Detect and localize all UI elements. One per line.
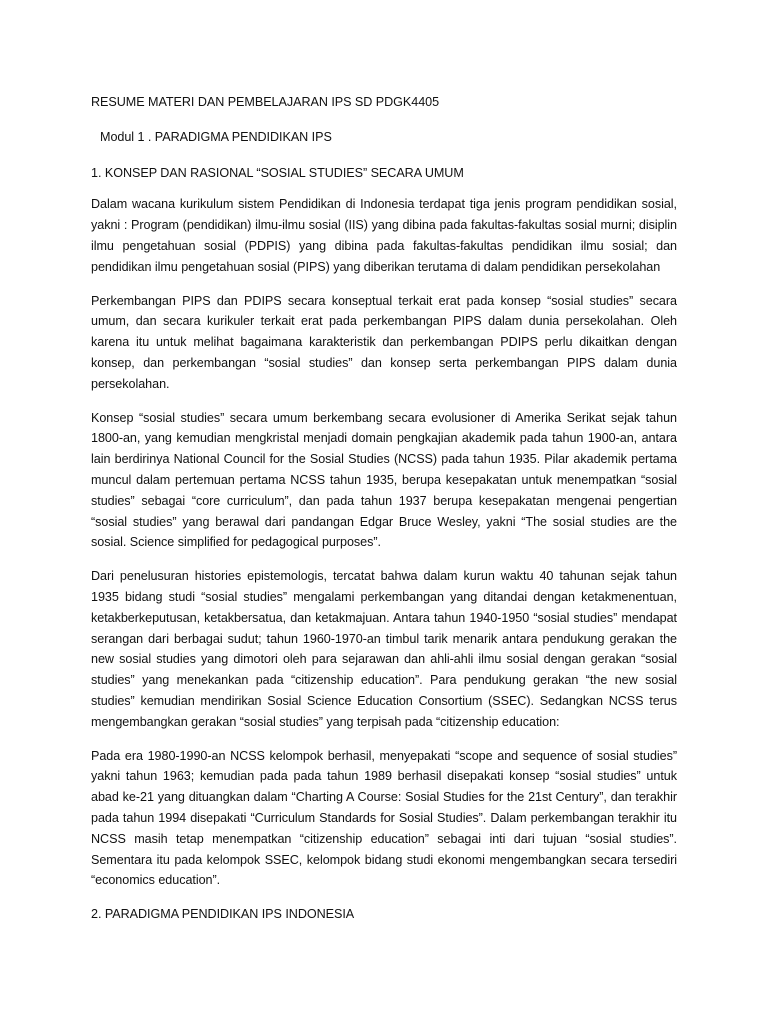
paragraph-penelusuran-histories: Dari penelusuran histories epistemologis, tercatat bahwa dalam kurun waktu 40 tahunan sejak tahun 1935 bidang studi “sosial studies” mengalami perkembangan yang ditandai dengan ketakmenentuan, ketakberkeputusan, ketakbersatua, dan ketakmajuan. Antara tahun 1940-1950 “sosial studies” mendapat serangan dari berbagai sudut; tahun 1960-1970-an timbul tarik menarik antara pendukung gerakan the new sosial studies yang dimotori oleh para sejarawan dan ahli-ahli ilmu sosial dengan gerakan “sosial studies” yang menekankan pada “citizenship education”. Para pendukung gerakan “the new sosial studies” kemudian mendirikan Sosial Science Education Consortium (SSEC). Sedangkan NCSS terus mengembangkan gerakan “sosial studies” yang terpisah pada “citizenship education: [91, 569, 677, 729]
section-heading-konsep-rasional: 1. KONSEP DAN RASIONAL “SOSIAL STUDIES” SECARA UMUM [91, 165, 464, 180]
document-content [91, 92, 677, 936]
paragraph-era-1980-1990: Pada era 1980-1990-an NCSS kelompok berhasil, menyepakati “scope and sequence of sosial studies” yakni tahun 1963; kemudian pada pada tahun 1989 berhasil disepakati konsep “sosial studies” untuk abad ke-21 yang dituangkan dalam “Charting A Course: Sosial Studies for the 21st Century”, dan terakhir pada tahun 1994 disepakati “Curriculum Standards for Sosial Studies”. Dalam perkembangan terakhir itu NCSS masih tetap menempatkan “citizenship education” sebagai inti dari tujuan “sosial studies”. Sementara itu pada kelompok SSEC, kelompok bidang studi ekonomi mengembangkan secara tersediri “economics education”. [91, 748, 677, 888]
module-title: Modul 1 . PARADIGMA PENDIDIKAN IPS [100, 129, 332, 144]
document-title: RESUME MATERI DAN PEMBELAJARAN IPS SD PDGK4405 [91, 95, 440, 109]
paragraph-perkembangan-pips: Perkembangan PIPS dan PDIPS secara konseptual terkait erat pada konsep “sosial studies” secara umum, dan secara kurikuler terkait erat pada perkembangan PIPS dalam dunia persekolahan. Oleh karena itu untuk melihat bagaimana karakteristik dan perkembangan PDIPS perlu dikaitkan dengan konsep, dan perkembangan “sosial studies” dan konsep serta perkembangan PIPS dalam dunia persekolahan. [91, 293, 677, 391]
paragraph-konsep-sosial-studies: Konsep “sosial studies” secara umum berkembang secara evolusioner di Amerika Serikat sejak tahun 1800-an, yang kemudian mengkristal menjadi domain pengkajian akademik pada tahun 1900-an, antara lain berdirinya National Council for the Sosial Studies (NCSS) pada tahun 1935. Pilar akademik pertama muncul dalam pertemuan pertama NCSS tahun 1935, berupa kesepakatan untuk menempatkan “sosial studies” sebagai “core curriculum”, dan pada tahun 1937 berupa kesepakatan mengenai pengertian “sosial studies” yang berawal dari pandangan Edgar Bruce Wesley, yakni “The sosial studies are the sosial. Science simplified for pedagogical purposes”. [91, 410, 677, 550]
section-heading-paradigma-ips: 2. PARADIGMA PENDIDIKAN IPS INDONESIA [91, 907, 355, 922]
paragraph-wacana-kurikulum: Dalam wacana kurikulum sistem Pendidikan di Indonesia terdapat tiga jenis program pendidikan sosial, yakni : Program (pendidikan) ilmu-ilmu sosial (IIS) yang dibina pada fakultas-fakultas sosial murni; disiplin ilmu pengetahuan sosial (PDPIS) yang dibina pada fakultas-fakultas pendidikan ilmu sosial; dan pendidikan ilmu pengetahuan sosial (PIPS) yang diberikan terutama di dalam pendidikan persekolahan [91, 197, 677, 274]
